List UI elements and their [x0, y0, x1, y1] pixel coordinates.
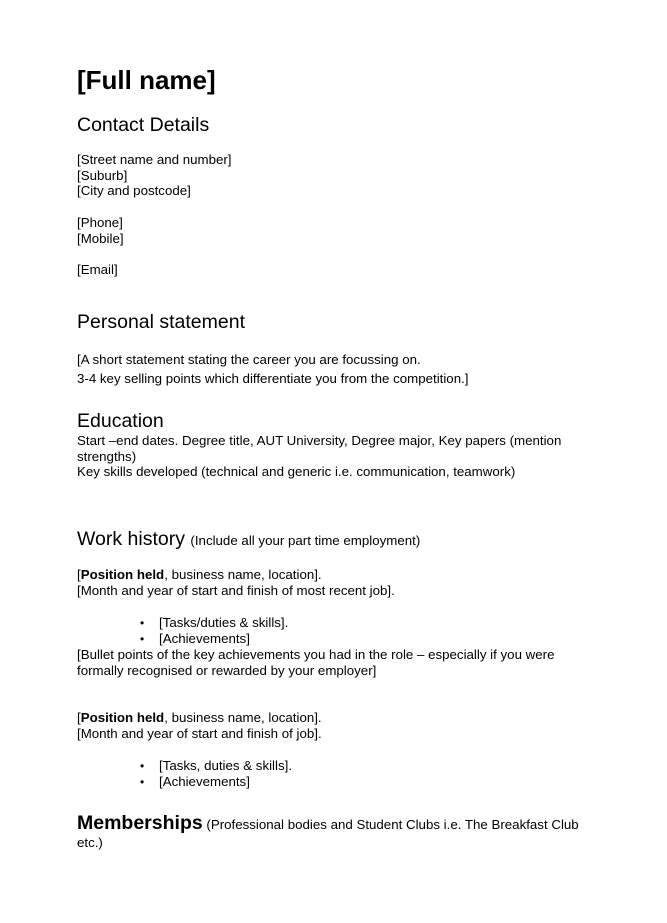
statement-line-2: 3-4 key selling points which differentiate you from the competition.]: [77, 371, 469, 386]
job-1-dates: [Month and year of start and finish of most recent job].: [77, 583, 395, 598]
work-history-heading: [77, 527, 420, 553]
job-2-position-label: Position held: [80, 710, 165, 725]
memberships-section: [77, 814, 587, 852]
job-1-bullet-achievements: • [Achievements]: [159, 631, 288, 647]
job-2-bullet-list: [159, 758, 292, 790]
job-1-position-label: Position held: [80, 567, 165, 582]
job-2-bullet-achievements: • [Achievements]: [159, 774, 292, 790]
education-details: Start –end dates. Degree title, AUT University, Degree major, Key papers (mention strengths): [77, 433, 562, 464]
city-postcode-line: [City and postcode]: [77, 183, 191, 198]
suburb-line: [Suburb]: [77, 168, 128, 183]
memberships-note: (Professional bodies and Student Clubs i.e. The Breakfast Club etc.): [77, 817, 579, 850]
job-2-bullet-tasks: • [Tasks, duties & skills].: [159, 758, 292, 774]
street-line: [Street name and number]: [77, 152, 232, 167]
mobile-line: [Mobile]: [77, 231, 124, 246]
contact-details-heading: Contact Details: [77, 114, 210, 136]
job-2-position-rest: , business name, location].: [164, 710, 322, 725]
job-2-position: [Position held, business name, location].: [77, 710, 322, 725]
job-2-dates: [Month and year of start and finish of job].: [77, 726, 322, 741]
education-heading: Education: [77, 410, 164, 432]
full-name-heading: [Full name]: [77, 65, 216, 95]
statement-line-1: [A short statement stating the career you are focussing on.: [77, 352, 421, 367]
work-history-title: Work history: [77, 528, 185, 550]
phone-line: [Phone]: [77, 215, 123, 230]
memberships-heading: Memberships: [77, 812, 203, 834]
job-1-note: [Bullet points of the key achievements you had in the role – especially if you were formally recognised or rewarded by your employer]: [77, 647, 555, 678]
education-skills: Key skills developed (technical and generic i.e. communication, teamwork): [77, 464, 516, 479]
email-line: [Email]: [77, 262, 118, 277]
personal-statement-heading: Personal statement: [77, 311, 246, 333]
job-1-position-rest: , business name, location].: [164, 567, 322, 582]
job-1-position: [Position held, business name, location].: [77, 567, 322, 582]
job-1-bullet-tasks: • [Tasks/duties & skills].: [159, 615, 288, 631]
job-1-bullet-list: [159, 615, 288, 647]
work-history-note: (Include all your part time employment): [190, 533, 421, 548]
